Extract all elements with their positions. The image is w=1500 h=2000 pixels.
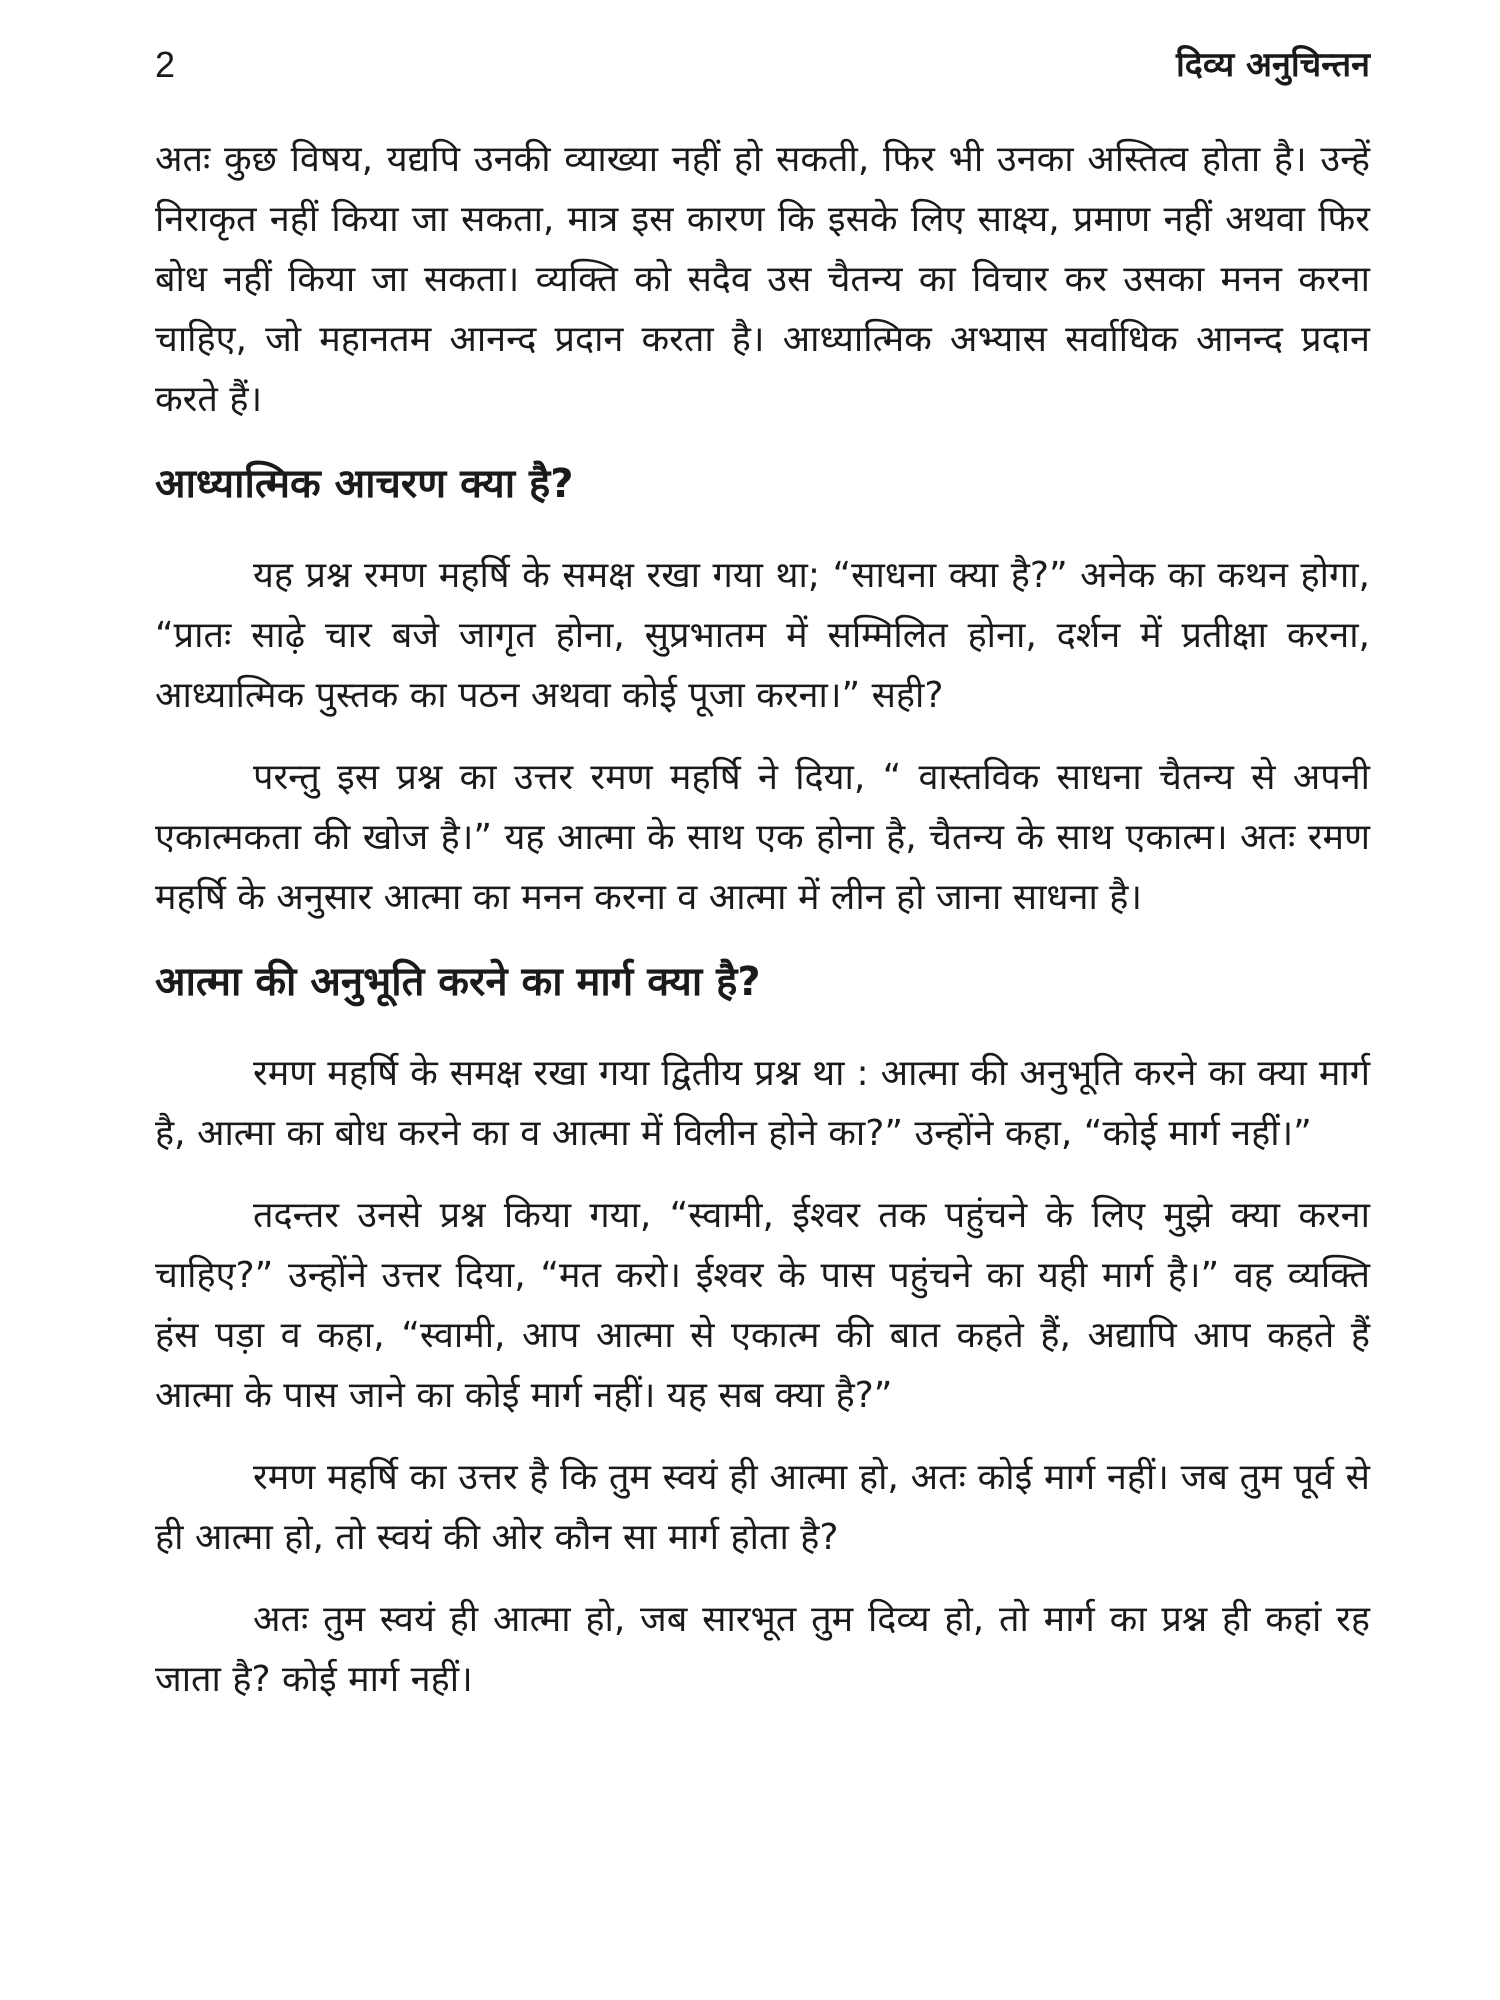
paragraph-3: परन्तु इस प्रश्न का उत्तर रमण महर्षि ने दिया, “ वास्तविक साधना चैतन्य से अपनी एकात्मकता की खोज है।” यह आत्मा के साथ एक होना है, चैतन्य के साथ एकात्म। अतः रमण महर्षि के अनुसार आत्मा का मनन करना व आत्मा में लीन हो जाना साधना है। (155, 757, 1370, 918)
running-head (155, 40, 1370, 90)
section-heading-2: आत्मा की अनुभूति करने का मार्ग क्या है? (155, 959, 761, 1005)
paragraph-7: अतः तुम स्वयं ही आत्मा हो, जब सारभूत तुम दिव्य हो, तो मार्ग का प्रश्न ही कहां रह जाता है? कोई मार्ग नहीं। (155, 1599, 1370, 1700)
paragraph-1: अतः कुछ विषय, यद्यपि उनकी व्याख्या नहीं हो सकती, फिर भी उनका अस्तित्व होता है। उन्हें निराकृत नहीं किया जा सकता, मात्र इस कारण कि इसके लिए साक्ष्य, प्रमाण नहीं अथवा फिर बोध नहीं किया जा सकता। व्यक्ति को सदैव उस चैतन्य का विचार कर उसका मनन करना चाहिए, जो महानतम आनन्द प्रदान करता है। आध्यात्मिक अभ्यास सर्वाधिक आनन्द प्रदान करते हैं। (155, 139, 1370, 420)
paragraph-6: रमण महर्षि का उत्तर है कि तुम स्वयं ही आत्मा हो, अतः कोई मार्ग नहीं। जब तुम पूर्व से ही आत्मा हो, तो स्वयं की ओर कौन सा मार्ग होता है? (155, 1457, 1370, 1558)
paragraph-4: रमण महर्षि के समक्ष रखा गया द्वितीय प्रश्न था : आत्मा की अनुभूति करने का क्या मार्ग है, आत्मा का बोध करने का व आत्मा में विलीन होने का?” उन्होंने कहा, “कोई मार्ग नहीं।” (155, 1053, 1370, 1154)
paragraph-5: तदन्तर उनसे प्रश्न किया गया, “स्वामी, ईश्वर तक पहुंचने के लिए मुझे क्या करना चाहिए?” उन्होंने उत्तर दिया, “मत करो। ईश्वर के पास पहुंचने का यही मार्ग है।” वह व्यक्ति हंस पड़ा व कहा, “स्वामी, आप आत्मा से एकात्म की बात कहते हैं, अद्यापि आप कहते हैं आत्मा के पास जाने का कोई मार्ग नहीं। यह सब क्या है?” (155, 1195, 1371, 1416)
book-title: दिव्य अनुचिन्तन (1175, 45, 1370, 85)
page-number: 2 (155, 44, 176, 85)
body-text (155, 130, 1370, 1732)
section-heading-1: आध्यात्मिक आचरण क्या है? (155, 461, 574, 507)
paragraph-2: यह प्रश्न रमण महर्षि के समक्ष रखा गया था; “साधना क्या है?” अनेक का कथन होगा, “प्रातः साढ़े चार बजे जागृत होना, सुप्रभातम में सम्मिलित होना, दर्शन में प्रतीक्षा करना, आध्यात्मिक पुस्तक का पठन अथवा कोई पूजा करना।” सही? (155, 555, 1370, 716)
